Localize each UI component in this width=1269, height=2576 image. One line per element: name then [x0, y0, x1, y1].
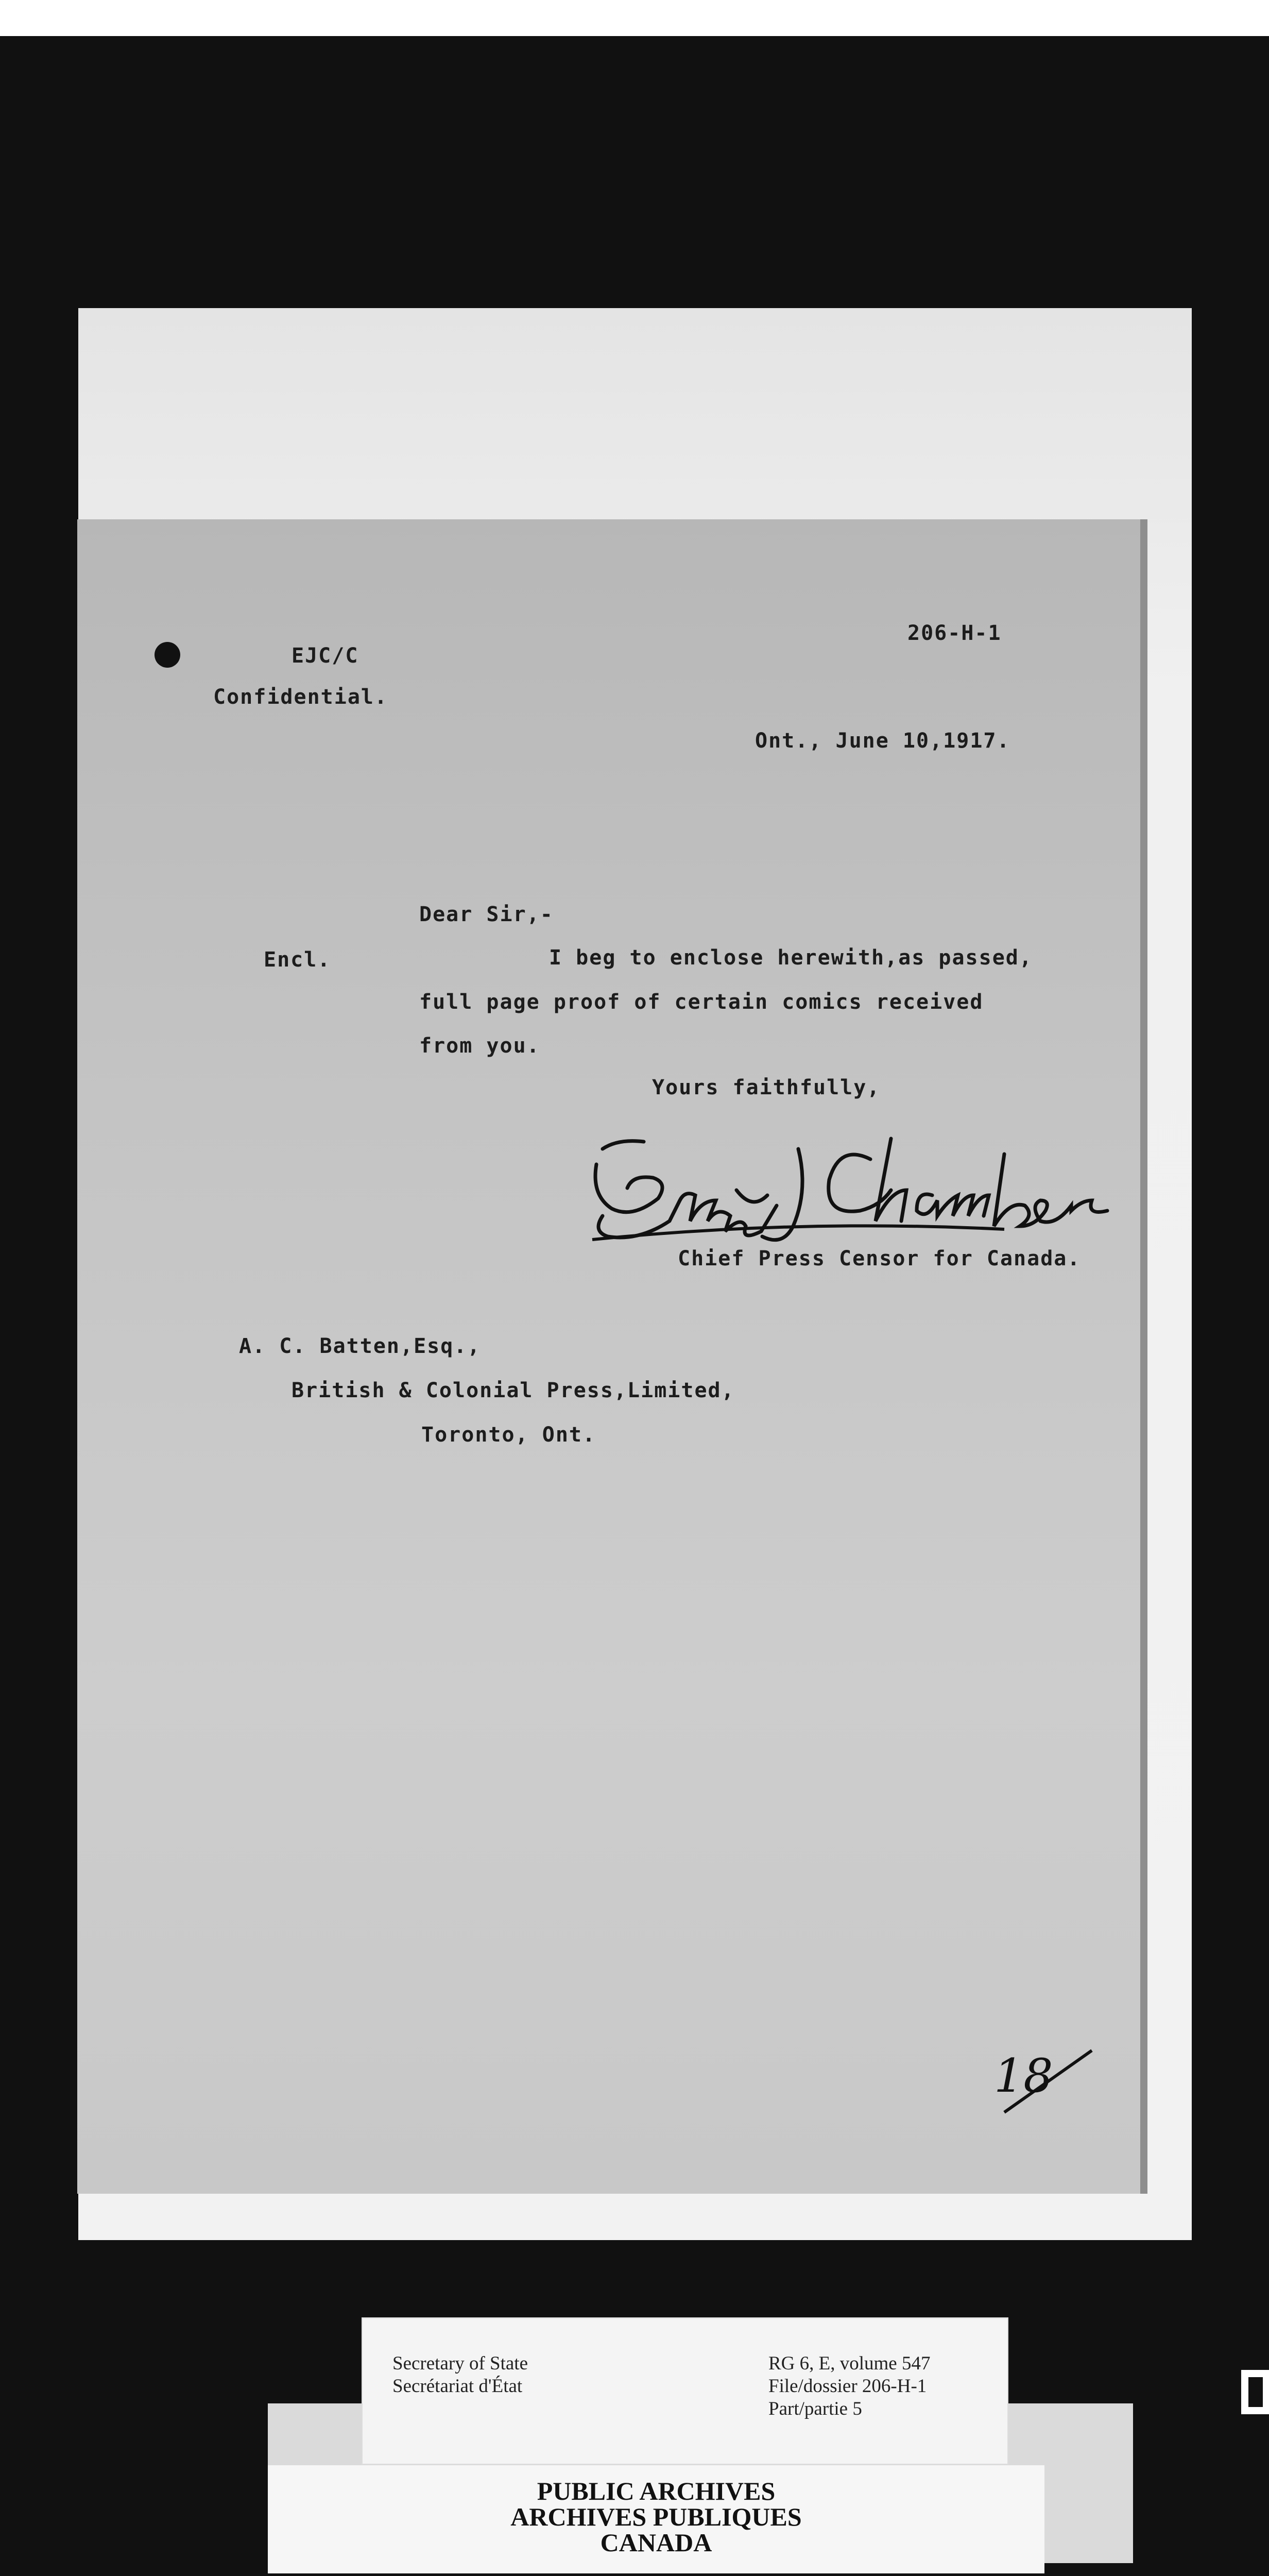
- classification: Confidential.: [213, 685, 388, 709]
- body-line: I beg to enclose herewith,as passed,: [549, 946, 1033, 970]
- archive-name: ARCHIVES PUBLIQUES: [510, 2502, 802, 2531]
- salutation: Dear Sir,-: [419, 903, 554, 926]
- signature-image: [582, 1118, 1128, 1252]
- department-en: Secretary of State: [392, 2353, 528, 2374]
- edge-marker: [1241, 2370, 1269, 2414]
- recipient-line: British & Colonial Press,Limited,: [291, 1379, 735, 1402]
- svg-text:18: 18: [994, 2049, 1053, 2103]
- folio-number: [984, 2030, 1097, 2117]
- body-line: full page proof of certain comics received: [419, 990, 984, 1014]
- archive-name: CANADA: [600, 2528, 712, 2557]
- record-group: RG 6, E, volume 547: [768, 2353, 931, 2374]
- archive-name: PUBLIC ARCHIVES: [537, 2477, 776, 2505]
- letter-page: [77, 519, 1140, 2194]
- file-reference: 206-H-1: [907, 621, 1002, 645]
- typist-initials: EJC/C: [291, 644, 359, 668]
- punch-hole: [155, 642, 180, 668]
- department-fr: Secrétariat d'État: [392, 2376, 523, 2397]
- archive-label: [362, 2317, 1008, 2465]
- letter-date: Ont., June 10,1917.: [755, 729, 1010, 753]
- signer-title: Chief Press Censor for Canada.: [678, 1247, 1081, 1270]
- archive-stamp: [268, 2465, 1044, 2573]
- file-number: File/dossier 206-H-1: [768, 2376, 927, 2397]
- part-number: Part/partie 5: [768, 2398, 862, 2419]
- recipient-line: A. C. Batten,Esq.,: [239, 1334, 481, 1358]
- closing: Yours faithfully,: [652, 1076, 881, 1099]
- body-line: from you.: [419, 1034, 540, 1058]
- recipient-line: Toronto, Ont.: [421, 1423, 596, 1447]
- enclosure-note: Encl.: [264, 948, 331, 972]
